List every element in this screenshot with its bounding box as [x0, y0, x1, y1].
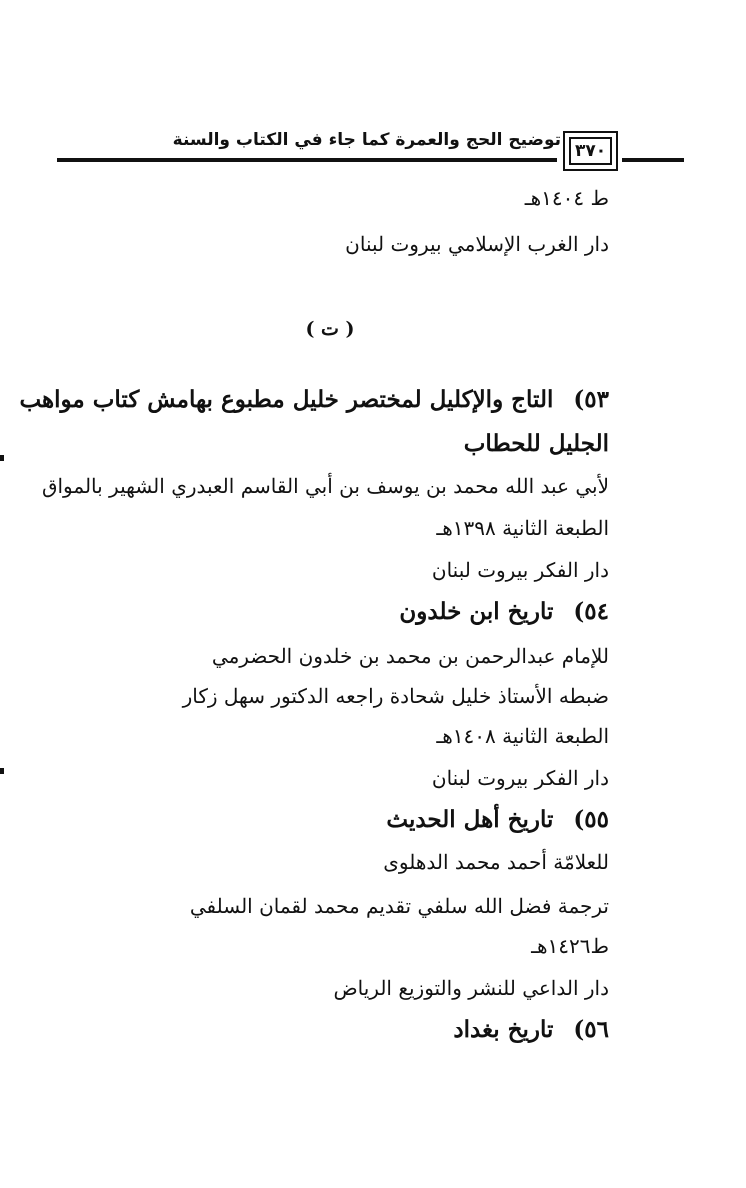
entry-author-line: لأبي عبد الله محمد بن يوسف بن أبي القاسم العبدري الشهير بالمواق: [41, 474, 609, 498]
entry-publisher-line: دار الفكر بيروت لبنان: [431, 558, 609, 582]
page-number: ٣٧٠: [569, 137, 612, 165]
section-letter: ( ت ): [305, 318, 355, 340]
entry-title-continuation: الجليل للحطاب: [463, 430, 609, 457]
entry-edition-line: الطبعة الثانية ١٣٩٨هـ: [436, 516, 609, 540]
entry-publisher-line: دار الفكر بيروت لبنان: [431, 766, 609, 790]
header-rule: [57, 158, 557, 162]
entry-number: ٥٣): [573, 386, 609, 413]
entry-title-text: تاريخ بغداد: [453, 1016, 554, 1043]
entry-title-text: تاريخ أهل الحديث: [386, 806, 554, 833]
scan-edge-mark: [0, 768, 4, 774]
running-header-title: توضيح الحج والعمرة كما جاء في الكتاب والسنة: [172, 130, 561, 150]
entry-author-line: للعلامّة أحمد محمد الدهلوى: [383, 850, 609, 874]
entry-title: [399, 596, 609, 628]
entry-title: [19, 384, 609, 416]
scan-edge-mark: [0, 455, 4, 461]
entry-edition-line: الطبعة الثانية ١٤٠٨هـ: [436, 724, 609, 748]
intro-edition-line: ط ١٤٠٤هـ: [524, 186, 609, 210]
header-rule-right: [622, 158, 684, 162]
entry-title: [386, 804, 609, 836]
entry-publisher-line: دار الداعي للنشر والتوزيع الرياض: [333, 976, 609, 1000]
entry-title: [453, 1014, 609, 1046]
entry-translator-line: ترجمة فضل الله سلفي تقديم محمد لقمان السلفي: [189, 894, 609, 918]
entry-author-line: للإمام عبدالرحمن بن محمد بن خلدون الحضرمي: [211, 644, 609, 668]
intro-publisher-line: دار الغرب الإسلامي بيروت لبنان: [345, 232, 609, 256]
page-number-box: [563, 131, 618, 171]
entry-number: ٥٤): [573, 598, 609, 625]
entry-number: ٥٦): [573, 1016, 609, 1043]
entry-edition-line: ط١٤٢٦هـ: [531, 934, 609, 958]
entry-title-text: تاريخ ابن خلدون: [399, 598, 554, 625]
entry-title-text: التاج والإكليل لمختصر خليل مطبوع بهامش كتاب مواهب: [19, 386, 554, 413]
entry-editor-line: ضبطه الأستاذ خليل شحادة راجعه الدكتور سهل زكار: [182, 684, 609, 708]
entry-number: ٥٥): [573, 806, 609, 833]
